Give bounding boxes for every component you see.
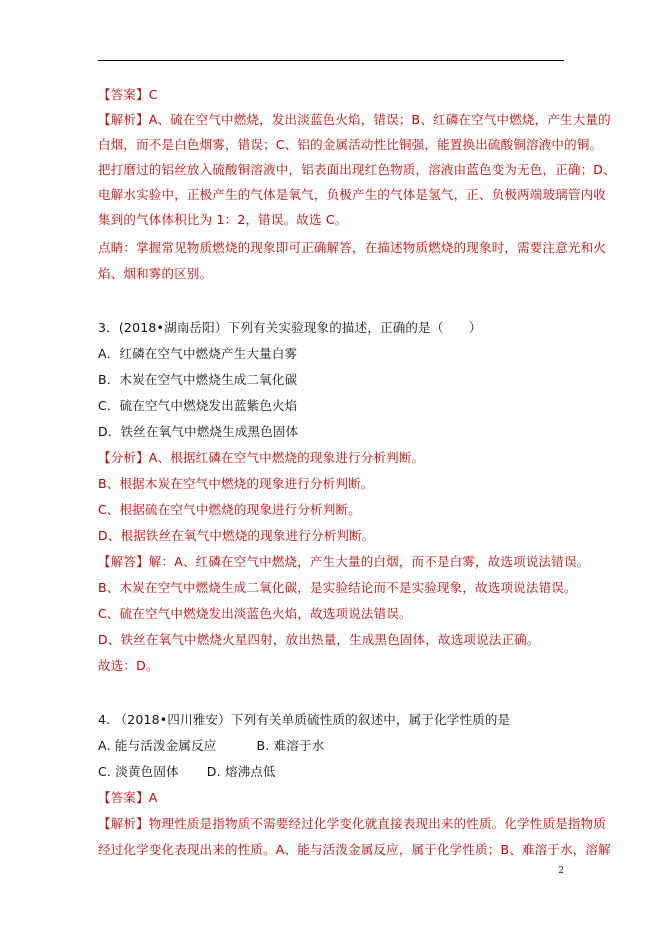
question-4-stem: 4. （2018•四川雅安）下列有关单质硫性质的叙述中，属于化学性质的是 — [98, 712, 511, 727]
analysis-line: D、根据铁丝在氧气中燃烧的现象进行分析判断。 — [98, 528, 375, 543]
solution-line: B、木炭在空气中燃烧生成二氧化碳，是实验结论而不是实验现象，故选项说法错误。 — [98, 580, 577, 595]
solution-line: 故选：D。 — [98, 658, 159, 673]
option-b: B. 难溶于水 — [256, 738, 325, 753]
solution-line: D、铁丝在氧气中燃烧火星四射，放出热量，生成黑色固体，故选项说法正确。 — [98, 632, 540, 647]
answer-label: 【答案】C — [98, 87, 158, 102]
options-row-ab — [98, 738, 324, 754]
option-b: B．木炭在空气中燃烧生成二氧化碳 — [98, 372, 298, 387]
option-d: D. 熔沸点低 — [206, 764, 276, 779]
analysis-line: 【解析】物理性质是指物质不需要经过化学变化就直接表现出来的性质。化学性质是指物质 — [98, 816, 607, 831]
options-row-cd — [98, 764, 276, 780]
header-rule — [98, 60, 564, 61]
option-a: A. 能与活泼金属反应 — [98, 738, 217, 753]
analysis-line: 【分析】A、根据红磷在空气中燃烧的现象进行分析判断。 — [98, 450, 425, 465]
comment-line: 点睛：掌握常见物质燃烧的现象即可正确解答，在描述物质燃烧的现象时，需要注意光和火 — [98, 240, 607, 255]
analysis-line: B、根据木炭在空气中燃烧的现象进行分析判断。 — [98, 476, 374, 491]
analysis-line: 【解析】A、硫在空气中燃烧，发出淡蓝色火焰，错误；B、红磷在空气中燃烧，产生大量的 — [98, 112, 611, 127]
option-c: C．硫在空气中燃烧发出蓝紫色火焰 — [98, 398, 298, 413]
option-d: D．铁丝在氧气中燃烧生成黑色固体 — [98, 424, 299, 439]
page-number: 2 — [558, 866, 564, 876]
option-a: A．红磷在空气中燃烧产生大量白雾 — [98, 346, 298, 361]
analysis-line: 白烟，而不是白色烟雾，错误；C、铝的金属活动性比铜强，能置换出硫酸铜溶液中的铜。 — [98, 137, 603, 152]
solution-line: 【解答】解：A、红磷在空气中燃烧，产生大量的白烟，而不是白雾，故选项说法错误。 — [98, 554, 590, 569]
analysis-line: 集到的气体体积比为 1：2，错误。故选 C。 — [98, 212, 348, 227]
option-c: C. 淡黄色固体 — [98, 764, 179, 779]
analysis-line: 电解水实验中，正极产生的气体是氧气，负极产生的气体是氢气，正、负极两端玻璃管内收 — [98, 187, 607, 202]
analysis-line: C、根据硫在空气中燃烧的现象进行分析判断。 — [98, 502, 361, 517]
comment-line: 焰、烟和雾的区别。 — [98, 266, 213, 281]
question-3-stem: 3．(2018•湖南岳阳）下列有关实验现象的描述，正确的是（ ） — [98, 320, 482, 335]
analysis-line: 经过化学变化表现出来的性质。A、能与活泼金属反应，属于化学性质；B、难溶于水，溶解 — [98, 842, 611, 857]
answer-label: 【答案】A — [98, 790, 158, 805]
solution-line: C、硫在空气中燃烧发出淡蓝色火焰，故选项说法错误。 — [98, 606, 412, 621]
analysis-line: 把打磨过的铝丝放入硫酸铜溶液中，铝表面出现红色物质，溶液由蓝色变为无色，正确；D、 — [98, 162, 616, 177]
